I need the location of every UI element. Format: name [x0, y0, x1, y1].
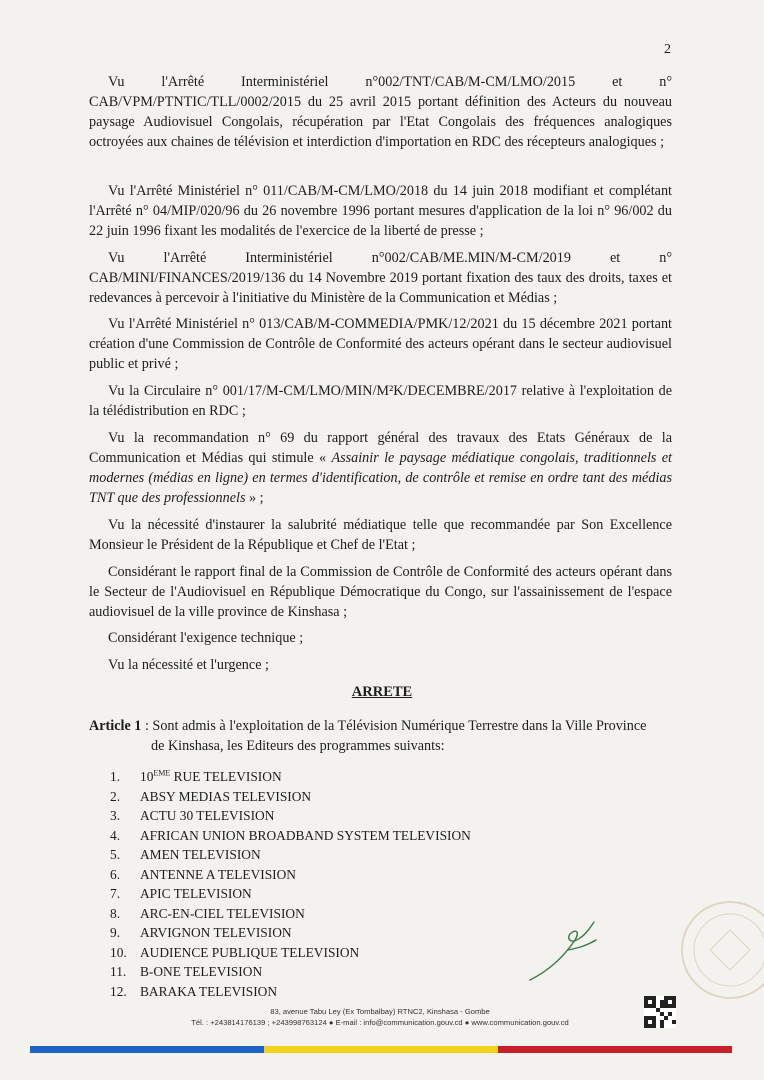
paragraph-circulaire-2017: Vu la Circulaire n° 001/17/M-CM/LMO/MIN/M²K/DECEMBRE/2017 relative à l'exploitation de la télédistribution en RDC ; — [89, 383, 672, 419]
footer — [170, 1006, 590, 1028]
list-item-name: ANTENNE A TELEVISION — [140, 866, 296, 882]
list-item — [110, 764, 471, 787]
paragraph-rapport-final: Considérant le rapport final de la Commission de Contrôle de Conformité des acteurs opérant dans le Secteur de l'Audiovisuel en République Démocratique du Congo, sur l'assainissement de l'espace audiovisuel de la ville province de Kinshasa ; — [89, 564, 672, 620]
recommendation-intro: Vu la recommandation n° 69 du rapport général des travaux des Etats Généraux de la Communication et Médias qui stimule « — [89, 430, 672, 466]
list-item-number: 12. — [110, 983, 127, 999]
list-item-name: ARVIGNON TELEVISION — [140, 925, 292, 941]
article-1 — [89, 716, 673, 756]
list-item — [110, 962, 471, 982]
list-item-name: AUDIENCE PUBLIQUE TELEVISION — [140, 944, 360, 960]
list-item-name: AFRICAN UNION BROADBAND SYSTEM TELEVISION — [140, 827, 471, 843]
list-item — [110, 806, 471, 826]
list-item — [110, 923, 471, 943]
list-item-name: AMEN TELEVISION — [140, 847, 261, 863]
recommendation-outro: » ; — [245, 490, 264, 506]
list-item — [110, 982, 471, 1002]
list-item-name-rest: RUE TELEVISION — [170, 769, 282, 785]
recommendation-quote: Assainir le paysage médiatique congolais, traditionnels et modernes (médias en ligne) en termes d'identification, de contrôle et remise en ordre tant des médias TNT que des professionnels — [89, 450, 672, 506]
paragraph-arrete-2018: Vu l'Arrêté Ministériel n° 011/CAB/M-CM/LMO/2018 du 14 juin 2018 modifiant et complétant l'Arrêté n° 04/MIP/020/96 du 26 novembre 1996 portant mesures d'application de la loi n° 96/002 du 22 juin 1996 fixant les modalités de l'exercice de la liberté de presse ; — [89, 183, 672, 239]
list-item-number: 1. — [110, 769, 121, 785]
list-item-name: B-ONE TELEVISION — [140, 964, 263, 980]
list-item-name — [140, 769, 282, 784]
list-item — [110, 943, 471, 963]
list-item-name: BARAKA TELEVISION — [140, 983, 278, 999]
paragraph-arrete-2015: Vu l'Arrêté Interministériel n°002/TNT/CAB/M-CM/LMO/2015 et n° CAB/VPM/PTNTIC/TLL/0002/2015 du 25 avril 2015 portant définition des Acteurs du nouveau paysage Audiovisuel Congolais, récupération par l'Etat Congolais des fréquences analogiques octroyées aux chaines de télévision et interdiction d'importation en RDC des récepteurs analogiques ; — [89, 74, 672, 150]
paragraph-exigence-technique: Considérant l'exigence technique ; — [108, 630, 304, 646]
official-seal-stamp — [660, 880, 764, 1010]
flag-color-red — [498, 1046, 732, 1053]
list-item-name: APIC TELEVISION — [140, 886, 252, 902]
qr-code-icon — [644, 996, 676, 1028]
list-item-name-prefix: 10 — [140, 769, 154, 785]
paragraph-arrete-2019: Vu l'Arrêté Interministériel n°002/CAB/ME.MIN/M-CM/2019 et n° CAB/MINI/FINANCES/2019/136 du 14 Novembre 2019 portant fixation des taux des droits, taxes et redevances à percevoir à l'initiative du Ministère de la Communication et Médias ; — [89, 250, 672, 306]
page-number: 2 — [664, 42, 671, 57]
list-item — [110, 787, 471, 807]
article-1-text-line1: : Sont admis à l'exploitation de la Télévision Numérique Terrestre dans la Ville Province — [141, 718, 647, 734]
list-item-number: 6. — [110, 866, 121, 882]
handwritten-signature — [520, 910, 620, 990]
paragraph-urgence: Vu la nécessité et l'urgence ; — [108, 657, 269, 673]
article-1-label: Article 1 — [89, 718, 142, 734]
arrete-heading: ARRETE — [351, 684, 413, 700]
footer-address: 83, avenue Tabu Ley (Ex Tombalbay) RTNC2, Kinshasa - Gombe — [270, 1007, 490, 1016]
list-item — [110, 884, 471, 904]
flag-color-yellow — [264, 1046, 498, 1053]
list-item — [110, 865, 471, 885]
list-item-name-sup: EME — [153, 769, 171, 778]
list-item-number: 10. — [110, 944, 127, 960]
tv-editor-list — [110, 764, 471, 1001]
article-1-text-line2: de Kinshasa, les Editeurs des programmes suivants: — [151, 738, 445, 754]
list-item-number: 2. — [110, 788, 121, 804]
list-item-number: 4. — [110, 827, 121, 843]
paragraph-salubrite: Vu la nécessité d'instaurer la salubrité médiatique telle que recommandée par Son Excellence Monsieur le Président de la République et Chef de l'Etat ; — [89, 517, 672, 553]
list-item-number: 7. — [110, 886, 121, 902]
list-item-name: ACTU 30 TELEVISION — [140, 808, 275, 824]
list-item-number: 5. — [110, 847, 121, 863]
list-item-number: 11. — [110, 964, 127, 980]
list-item — [110, 904, 471, 924]
list-item-name: ARC-EN-CIEL TELEVISION — [140, 905, 305, 921]
list-item-number: 3. — [110, 808, 121, 824]
list-item-number: 8. — [110, 905, 121, 921]
list-item-number: 9. — [110, 925, 121, 941]
list-item — [110, 826, 471, 846]
footer-contacts: Tél. : +243814176139 ; +243998763124 ● E-mail : info@communication.gouv.cd ● www.communication.gouv.cd — [191, 1018, 569, 1027]
list-item — [110, 845, 471, 865]
list-item-name: ABSY MEDIAS TELEVISION — [140, 788, 312, 804]
paragraph-recommandation-69 — [89, 428, 672, 508]
flag-color-bar — [30, 1046, 732, 1053]
flag-color-blue — [30, 1046, 264, 1053]
paragraph-arrete-2021: Vu l'Arrêté Ministériel n° 013/CAB/M-COMMEDIA/PMK/12/2021 du 15 décembre 2021 portant création d'une Commission de Contrôle de Conformité des acteurs opérant dans le secteur audiovisuel public et privé ; — [89, 316, 672, 372]
